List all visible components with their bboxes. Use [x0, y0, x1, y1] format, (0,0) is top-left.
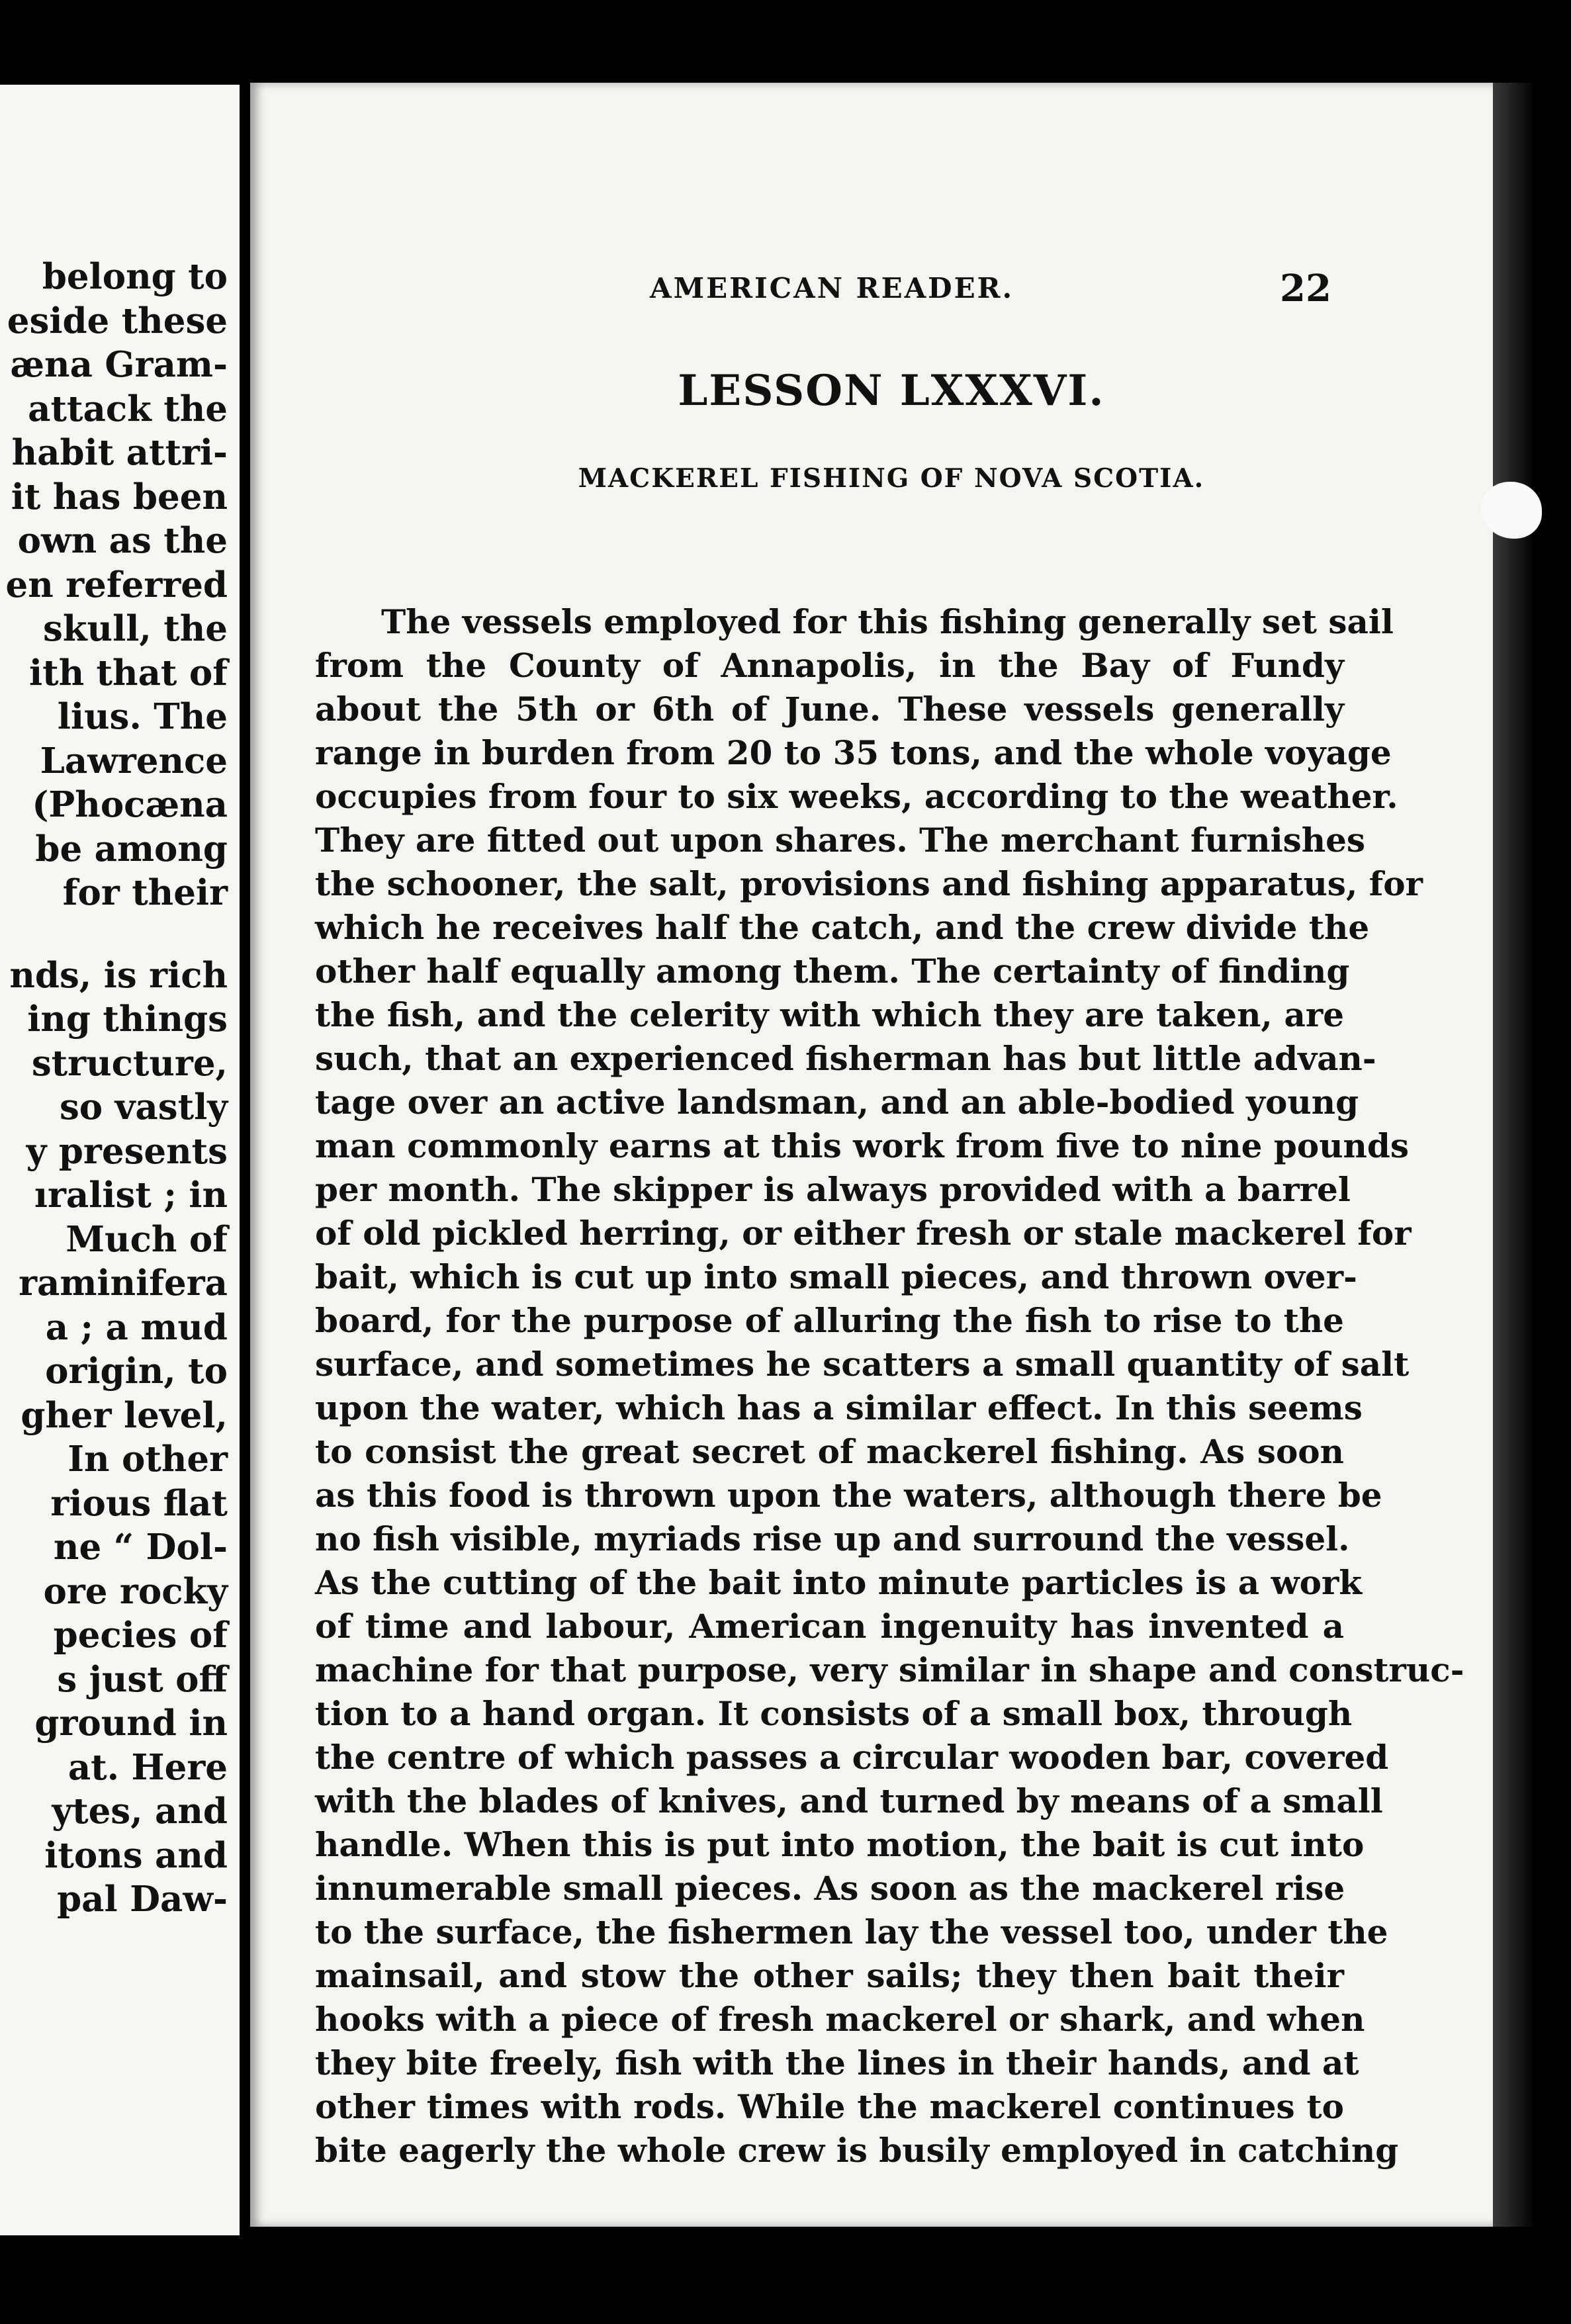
left-page-line: ing things: [27, 999, 228, 1040]
body-line: other times with rods. While the mackerel continues to: [315, 2087, 1344, 2126]
left-page-line: ground in: [34, 1703, 228, 1744]
left-page-line: a ; a mud: [45, 1306, 228, 1348]
left-page-line: rious flat: [50, 1482, 228, 1524]
body-line: range in burden from 20 to 35 tons, and the whole voyage: [315, 733, 1392, 772]
body-line: mainsail, and stow the other sails; they then bait their: [315, 1956, 1344, 1995]
left-page-line: it has been: [11, 476, 228, 517]
left-page-line: be among: [35, 828, 228, 870]
left-page-line: lius. The: [57, 696, 228, 737]
lesson-subtitle: MACKEREL FISHING OF NOVA SCOTIA.: [578, 463, 1205, 494]
left-page-line: nds, is rich: [9, 954, 228, 996]
body-line: tion to a hand organ. It consists of a small box, through: [315, 1694, 1353, 1733]
body-line: they bite freely, fish with the lines in their hands, and at: [315, 2043, 1359, 2082]
left-page-line: In other: [67, 1439, 228, 1480]
body-line: board, for the purpose of alluring the fish to rise to the: [315, 1301, 1344, 1340]
body-line: machine for that purpose, very similar in shape and construc-: [315, 1650, 1464, 1689]
body-line: of time and labour, American ingenuity has invented a: [315, 1607, 1344, 1646]
left-page-line: for their: [62, 872, 228, 913]
body-line: to the surface, the fishermen lay the vessel too, under the: [315, 1912, 1388, 1951]
previous-page-fragment: [0, 85, 240, 2235]
book-edge: [1493, 83, 1533, 2227]
left-page-line: ytes, and: [52, 1791, 228, 1832]
body-line: man commonly earns at this work from five to nine pounds: [315, 1126, 1410, 1165]
left-page-line: habit attri-: [11, 432, 228, 473]
left-page-line: Much of: [66, 1218, 228, 1260]
body-line: The vessels employed for this fishing generally set sail: [381, 602, 1394, 641]
left-page-line: gher level,: [21, 1394, 228, 1436]
left-page-line: belong to: [42, 256, 228, 297]
body-line: upon the water, which has a similar effect. In this seems: [315, 1388, 1363, 1427]
left-page-line: origin, to: [45, 1351, 228, 1392]
body-line: bite eagerly the whole crew is busily employed in catching: [315, 2131, 1399, 2170]
body-line: as this food is thrown upon the waters, although there be: [315, 1476, 1382, 1515]
left-page-line: æna Gram-: [10, 344, 228, 385]
left-page-line: ne “ Dol-: [53, 1527, 228, 1568]
left-page-line: own as the: [17, 520, 228, 561]
left-page-line: ith that of: [28, 652, 228, 693]
body-line: As the cutting of the bait into minute particles is a work: [315, 1563, 1362, 1602]
body-line: the centre of which passes a circular wooden bar, covered: [315, 1738, 1389, 1777]
left-page-line: skull, the: [42, 608, 228, 649]
left-page-line: y presents: [26, 1130, 228, 1172]
body-line: surface, and sometimes he scatters a small quantity of salt: [315, 1345, 1410, 1384]
body-line: handle. When this is put into motion, the bait is cut into: [315, 1825, 1365, 1864]
body-line: bait, which is cut up into small pieces, and thrown over-: [315, 1257, 1357, 1296]
body-line: the schooner, the salt, provisions and fishing apparatus, for: [315, 864, 1423, 903]
left-page-line: pecies of: [53, 1615, 228, 1656]
body-line: about the 5th or 6th of June. These vessels generally: [315, 690, 1344, 729]
body-line: from the County of Annapolis, in the Bay of Fundy: [315, 646, 1344, 685]
left-page-line: en referred: [5, 564, 228, 605]
left-page-line: at. Here: [67, 1746, 228, 1788]
left-page-line: eside these: [7, 300, 228, 341]
left-page-line: attack the: [28, 388, 228, 429]
left-page-line: so vastly: [59, 1087, 228, 1128]
left-page-line: (Phocæna: [32, 784, 228, 825]
body-line: other half equally among them. The certainty of finding: [315, 952, 1350, 991]
left-page-line: raminifera: [19, 1263, 228, 1304]
body-line: of old pickled herring, or either fresh or stale mackerel for: [315, 1214, 1412, 1253]
book-page: [250, 83, 1493, 2227]
running-head: [250, 267, 1493, 313]
body-line: such, that an experienced fisherman has but little advan-: [315, 1039, 1376, 1078]
body-line: per month. The skipper is always provided with a barrel: [315, 1170, 1351, 1209]
left-page-line: s just off: [57, 1658, 228, 1700]
left-page-line: ıralist ; in: [34, 1175, 228, 1216]
running-title: AMERICAN READER.: [650, 272, 1014, 304]
body-line: which he receives half the catch, and the crew divide the: [315, 908, 1370, 947]
left-page-line: ore rocky: [43, 1570, 228, 1612]
body-line: with the blades of knives, and turned by means of a small: [315, 1781, 1383, 1820]
body-line: no fish visible, myriads rise up and surround the vessel.: [315, 1519, 1350, 1558]
body-line: the fish, and the celerity with which they are taken, are: [315, 995, 1344, 1034]
left-page-line: structure,: [31, 1042, 228, 1084]
left-page-line: pal Daw-: [57, 1879, 228, 1920]
body-line: They are fitted out upon shares. The merchant furnishes: [315, 821, 1366, 860]
page-number: 22: [1280, 267, 1331, 310]
body-line: to consist the great secret of mackerel fishing. As soon: [315, 1432, 1344, 1471]
lesson-title: LESSON LXXXVI.: [678, 366, 1105, 416]
body-line: occupies from four to six weeks, according to the weather.: [315, 777, 1398, 816]
left-page-line: itons and: [44, 1834, 228, 1876]
body-line: tage over an active landsman, and an able-bodied young: [315, 1083, 1359, 1122]
left-page-line: Lawrence: [40, 740, 228, 782]
body-line: hooks with a piece of fresh mackerel or shark, and when: [315, 2000, 1365, 2039]
body-line: innumerable small pieces. As soon as the mackerel rise: [315, 1869, 1345, 1908]
